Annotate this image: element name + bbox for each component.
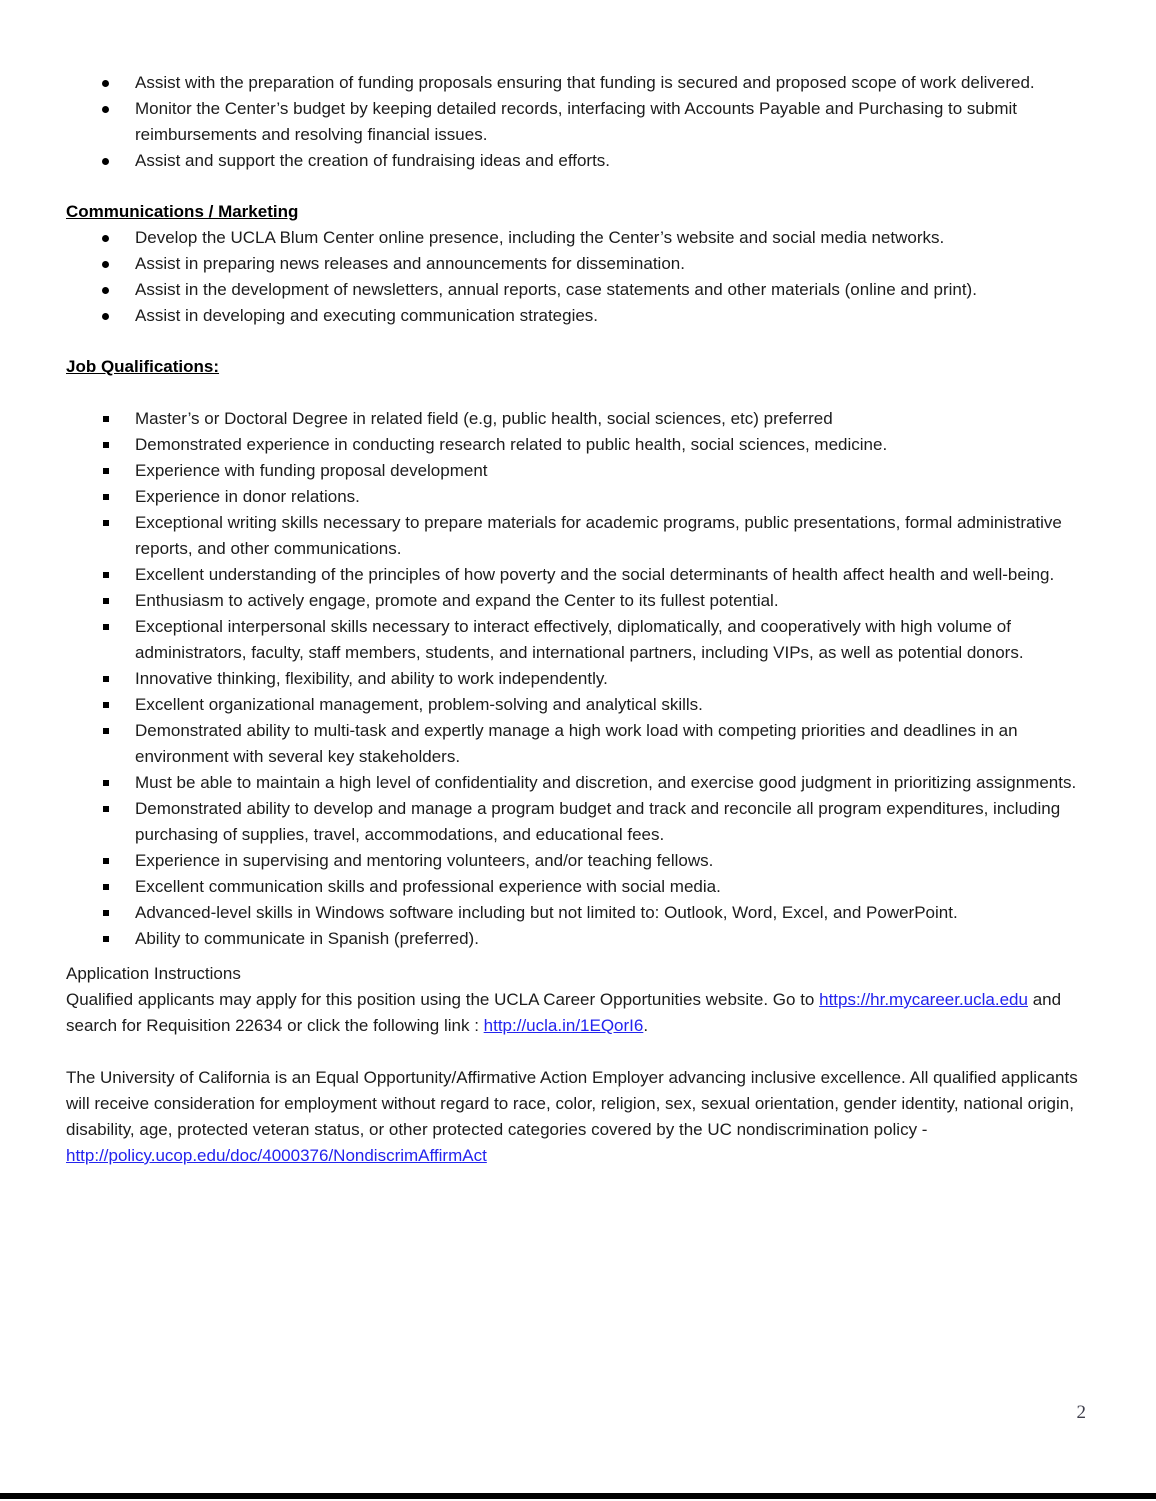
list-item xyxy=(66,432,1090,458)
eeo-statement-block xyxy=(66,1065,1090,1169)
eeo-paragraph xyxy=(66,1065,1090,1169)
list-item xyxy=(66,770,1090,796)
list-item xyxy=(66,848,1090,874)
list-item xyxy=(66,900,1090,926)
application-text: . xyxy=(643,1016,649,1035)
job-qualifications-heading: Job Qualifications: xyxy=(66,357,220,376)
list-item xyxy=(66,562,1090,588)
bullet-text: Monitor the Center’s budget by keeping detailed records, interfacing with Accounts Payable and Purchasing to submit reimbursements and resolving financial issues. xyxy=(135,99,1017,144)
bullet-text: Innovative thinking, flexibility, and ability to work independently. xyxy=(135,669,608,688)
communications-marketing-heading: Communications / Marketing xyxy=(66,202,299,221)
list-item xyxy=(66,148,1090,174)
bullet-text: Assist and support the creation of fundraising ideas and efforts. xyxy=(135,151,611,170)
list-item xyxy=(66,796,1090,848)
list-item xyxy=(66,484,1090,510)
bullet-text: Ability to communicate in Spanish (preferred). xyxy=(135,929,479,948)
bullet-text: Experience in supervising and mentoring volunteers, and/or teaching fellows. xyxy=(135,851,714,870)
list-item xyxy=(66,510,1090,562)
bullet-text: Develop the UCLA Blum Center online presence, including the Center’s website and social media networks. xyxy=(135,228,945,247)
eeo-text: The University of California is an Equal Opportunity/Affirmative Action Employer advancing inclusive excellence. All qualified applicants will receive consideration for employment without regard to race, color, religion, sex, sexual orientation, gender identity, national origin, disability, age, protected veteran status, or other protected categories covered by the UC nondiscrimination policy - xyxy=(66,1068,1078,1139)
bullet-text: Assist in the development of newsletters, annual reports, case statements and other materials (online and print). xyxy=(135,280,977,299)
list-item xyxy=(66,874,1090,900)
list-item xyxy=(66,588,1090,614)
bullet-text: Exceptional writing skills necessary to prepare materials for academic programs, public presentations, formal administrative reports, and other communications. xyxy=(135,513,1062,558)
nondiscrimination-policy-link[interactable]: http://policy.ucop.edu/doc/4000376/NondiscrimAffirmAct xyxy=(66,1146,487,1165)
bullet-text: Assist in preparing news releases and announcements for dissemination. xyxy=(135,254,685,273)
bullet-text: Excellent organizational management, problem-solving and analytical skills. xyxy=(135,695,703,714)
list-item xyxy=(66,70,1090,96)
bullet-text: Enthusiasm to actively engage, promote and expand the Center to its fullest potential. xyxy=(135,591,779,610)
communications-bullet-list xyxy=(66,225,1090,329)
application-instructions-paragraph xyxy=(66,987,1090,1039)
application-text: and search for Requisition 22634 or click the following link : xyxy=(66,990,1062,1035)
qualifications-bullet-list xyxy=(66,406,1090,952)
bullet-text: Must be able to maintain a high level of confidentiality and discretion, and exercise good judgment in prioritizing assignments. xyxy=(135,773,1077,792)
list-item xyxy=(66,718,1090,770)
list-item xyxy=(66,692,1090,718)
bullet-text: Master’s or Doctoral Degree in related field (e.g, public health, social sciences, etc) preferred xyxy=(135,409,833,428)
intro-bullet-list xyxy=(66,70,1090,174)
list-item xyxy=(66,225,1090,251)
list-item xyxy=(66,303,1090,329)
bullet-text: Excellent communication skills and professional experience with social media. xyxy=(135,877,721,896)
bullet-text: Advanced-level skills in Windows software including but not limited to: Outlook, Word, Excel, and PowerPoint. xyxy=(135,903,958,922)
career-site-link[interactable]: https://hr.mycareer.ucla.edu xyxy=(819,990,1028,1009)
list-item xyxy=(66,926,1090,952)
list-item xyxy=(66,666,1090,692)
bullet-text: Experience in donor relations. xyxy=(135,487,360,506)
requisition-short-link[interactable]: http://ucla.in/1EQorI6 xyxy=(483,1016,644,1035)
list-item xyxy=(66,458,1090,484)
bullet-text: Experience with funding proposal development xyxy=(135,461,488,480)
bullet-text: Demonstrated ability to multi-task and expertly manage a high work load with competing priorities and deadlines in an environment with several key stakeholders. xyxy=(135,721,1018,766)
application-instructions-heading: Application Instructions xyxy=(66,964,241,983)
list-item xyxy=(66,96,1090,148)
bullet-text: Assist in developing and executing communication strategies. xyxy=(135,306,599,325)
list-item xyxy=(66,614,1090,666)
application-instructions-block xyxy=(66,961,1090,1039)
list-item xyxy=(66,277,1090,303)
application-text: Qualified applicants may apply for this position using the UCLA Career Opportunities website. Go to xyxy=(66,990,820,1009)
list-item xyxy=(66,406,1090,432)
bullet-text: Demonstrated ability to develop and manage a program budget and track and reconcile all program expenditures, including purchasing of supplies, travel, accommodations, and educational fees. xyxy=(135,799,1061,844)
bottom-edge-bar xyxy=(0,1493,1156,1499)
page-number: 2 xyxy=(1076,1402,1086,1423)
bullet-text: Assist with the preparation of funding proposals ensuring that funding is secured and proposed scope of work delivered. xyxy=(135,73,1035,92)
bullet-text: Exceptional interpersonal skills necessary to interact effectively, diplomatically, and cooperatively with high volume of administrators, faculty, staff members, students, and international partners, including VIPs, as well as potential donors. xyxy=(135,617,1024,662)
bullet-text: Demonstrated experience in conducting research related to public health, social sciences, medicine. xyxy=(135,435,888,454)
bullet-text: Excellent understanding of the principles of how poverty and the social determinants of health affect health and well-being. xyxy=(135,565,1055,584)
list-item xyxy=(66,251,1090,277)
